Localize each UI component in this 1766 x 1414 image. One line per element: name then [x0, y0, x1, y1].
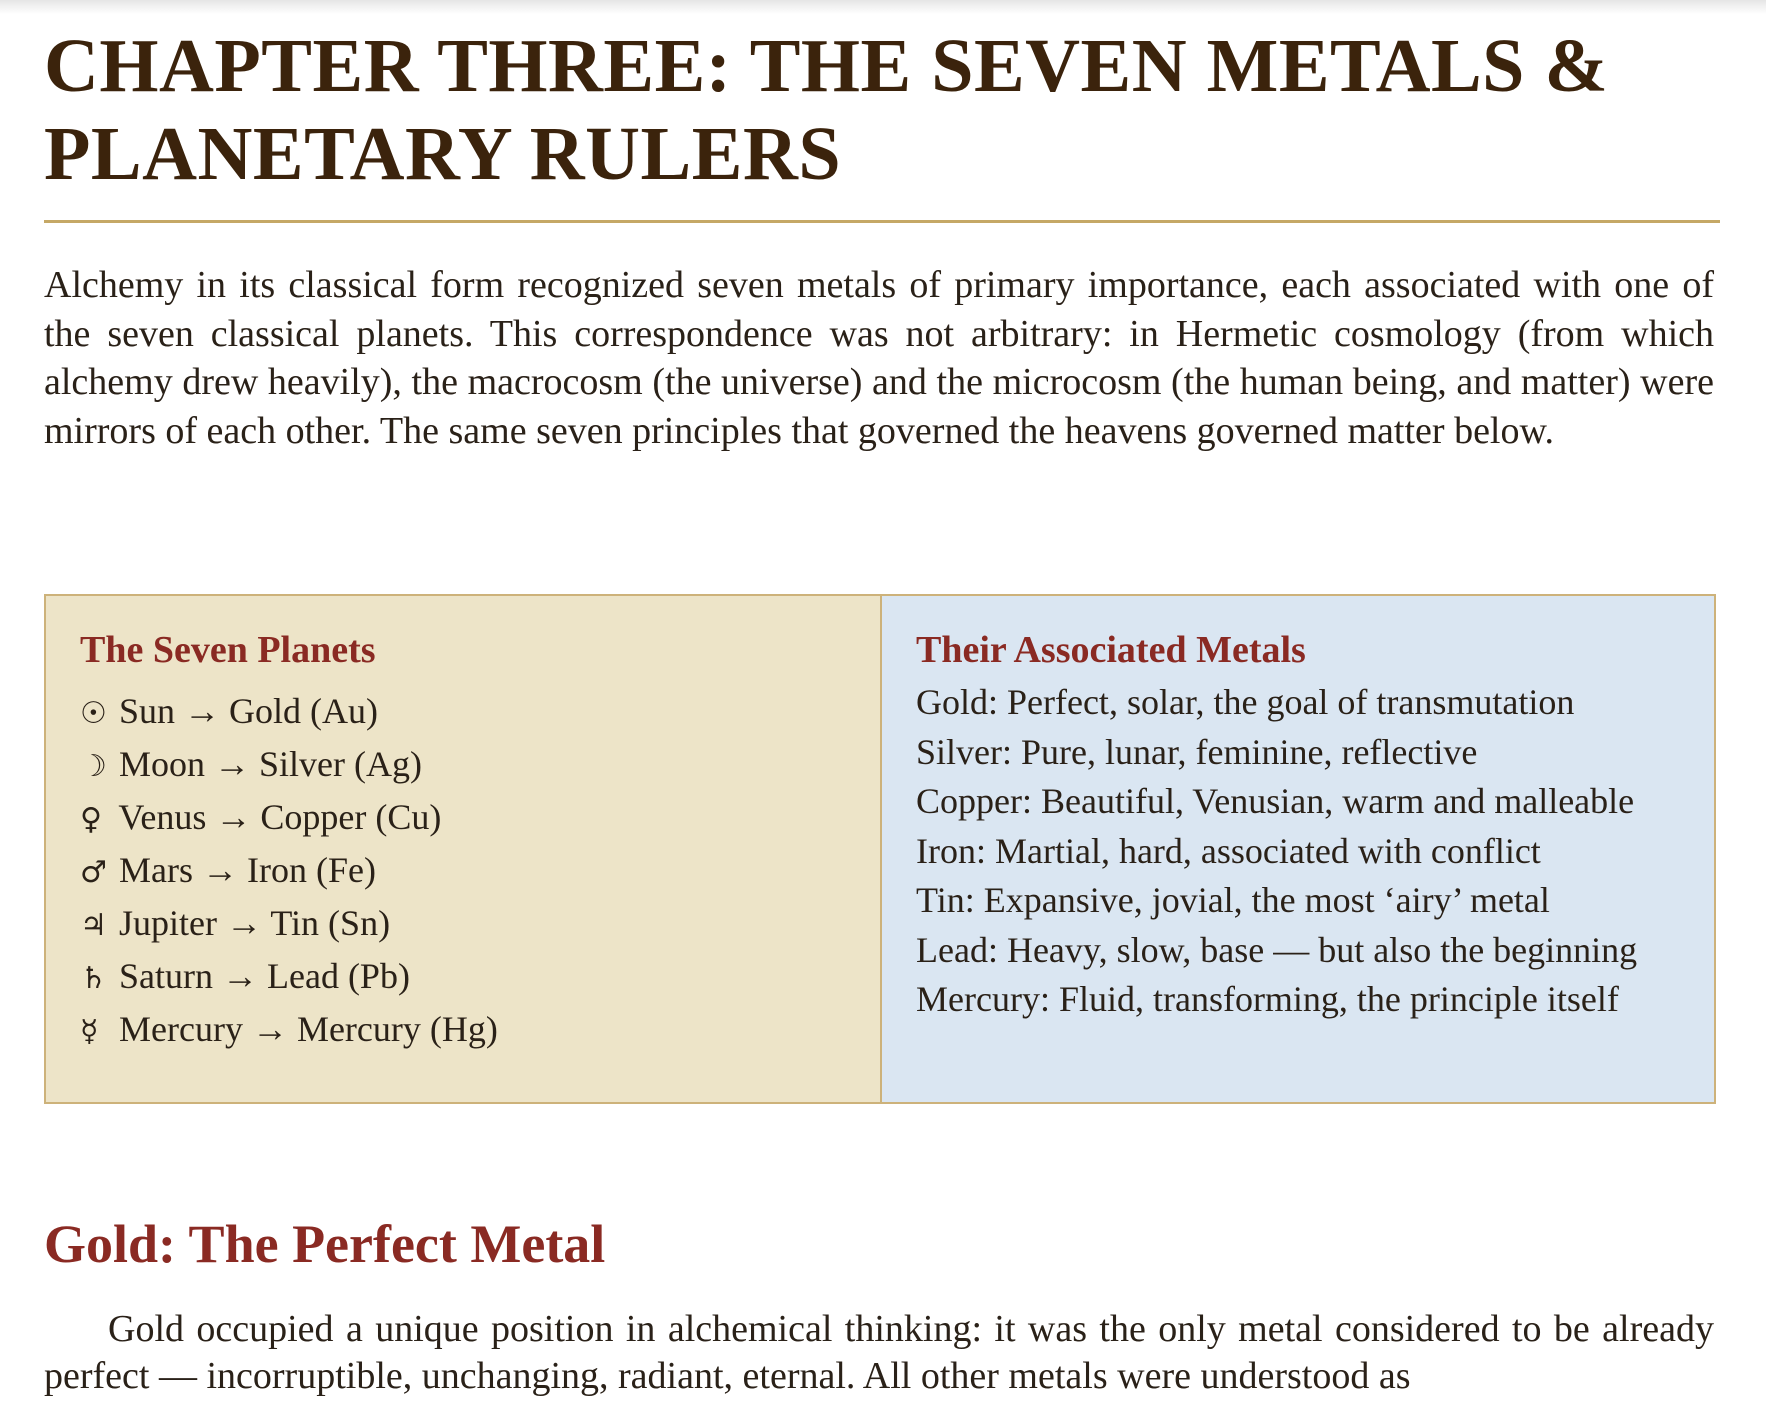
planets-column [46, 596, 882, 1102]
moon-symbol-icon: ☽ [80, 749, 107, 784]
chapter-title: CHAPTER THREE: THE SEVEN METALS & PLANETARY RULERS [44, 24, 1609, 196]
gold-section-heading: Gold: The Perfect Metal [44, 1214, 606, 1274]
gold-section-paragraph: Gold occupied a unique position in alchemical thinking: it was the only metal considered to be already perfect — incorruptible, unchanging, radiant, eternal. All other metals were understood as [44, 1308, 1714, 1397]
mars-symbol-icon: ♂ [80, 855, 107, 890]
metals-list [916, 678, 1714, 1025]
metal-item: Silver: Pure, lunar, feminine, reflective [916, 731, 1478, 772]
planet-text: Venus → Copper (Cu) [118, 797, 442, 837]
metal-item: Lead: Heavy, slow, base — but also the beginning [916, 929, 1638, 970]
saturn-symbol-icon: ♄ [80, 961, 107, 996]
metal-item: Mercury: Fluid, transforming, the principle itself [916, 979, 1619, 1019]
title-divider [44, 220, 1720, 223]
planets-heading: The Seven Planets [80, 629, 376, 671]
metal-item: Tin: Expansive, jovial, the most ‘airy’ metal [916, 880, 1550, 920]
planet-text: Saturn → Lead (Pb) [119, 956, 410, 996]
document-page [44, 0, 1720, 1397]
planet-text: Sun → Gold (Au) [119, 691, 378, 731]
metal-item: Copper: Beautiful, Venusian, warm and malleable [916, 781, 1635, 821]
metals-column [882, 596, 1714, 1102]
planet-text: Moon → Silver (Ag) [119, 744, 422, 784]
correspondence-table [44, 594, 1716, 1104]
planet-item [80, 739, 880, 792]
planet-text: Mercury → Mercury (Hg) [119, 1009, 498, 1049]
planet-item [80, 845, 880, 898]
planet-item [80, 898, 880, 951]
metal-item: Gold: Perfect, solar, the goal of transmutation [916, 682, 1575, 722]
intro-paragraph: Alchemy in its classical form recognized seven metals of primary importance, each associated with one of the seven classical planets. This correspondence was not arbitrary: in Hermetic cosmology (from which alchemy drew heavily), the macrocosm (the universe) and the microcosm (the human being, and matter) were mirrors of each other. The same seven principles that governed the heavens governed matter below. [44, 264, 1714, 452]
planet-item [80, 951, 880, 1004]
planet-text: Jupiter → Tin (Sn) [119, 903, 391, 943]
planet-item [80, 1004, 880, 1057]
venus-symbol-icon: ♀ [80, 802, 102, 837]
mercury-symbol-icon: ☿ [80, 1014, 99, 1049]
planet-item [80, 686, 880, 739]
sun-symbol-icon: ☉ [80, 696, 107, 731]
planet-text: Mars → Iron (Fe) [119, 850, 376, 890]
metals-heading: Their Associated Metals [916, 629, 1306, 671]
jupiter-symbol-icon: ♃ [80, 908, 107, 943]
metal-item: Iron: Martial, hard, associated with conflict [916, 830, 1541, 871]
planets-list [80, 686, 880, 1057]
planet-item [80, 792, 880, 845]
